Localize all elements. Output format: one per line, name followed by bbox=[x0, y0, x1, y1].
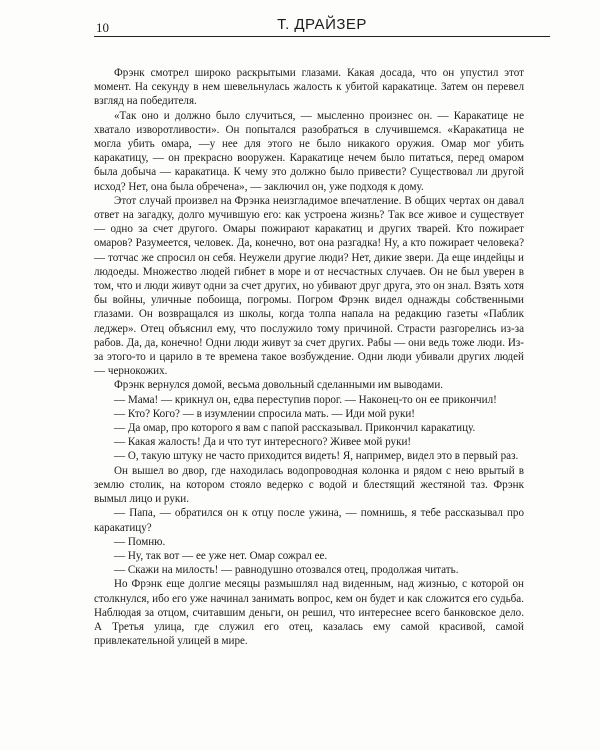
paragraph: Фрэнк вернулся домой, весьма довольный сделанными им выводами. bbox=[114, 379, 444, 392]
dialogue-line: — Папа, — обратился он к отцу после ужина, — помнишь, я тебе рассказывал про каракатицу? bbox=[94, 507, 524, 534]
page-header bbox=[94, 10, 550, 37]
paragraph: Он вышел во двор, где находилась водопроводная колонка и рядом с нею врытый в землю столик, на котором стояло ведерко с водой и блестящий жестяной таз. Фрэнк вымыл лицо и руки. bbox=[94, 464, 524, 506]
dialogue-line: — Кто? Кого? — в изумлении спросила мать. — Иди мой руки! bbox=[114, 407, 415, 420]
page-number: 10 bbox=[96, 20, 109, 35]
dialogue-line: — Ну, так вот — ее уже нет. Омар сожрал ее. bbox=[114, 549, 328, 562]
paragraph: Этот случай произвел на Фрэнка неизгладимое впечатление. В общих чертах он давал ответ на загадку, долго мучившую его: как устроена жизнь? Так все живое и существует — одно за счет другого. Омары пожирают каракатиц и других тварей. Кто пожирает омаров? Разумеется, человек. Да, конечно, вот она разгадка! Ну, а кто пожирает человека? — тотчас же спросил он себя. Неужели другие люди? Нет, дикие звери. Да еще индейцы и людоеды. Множество людей гибнет в море и от несчастных случаев. Он не был уверен в том, что и люди живут одни за счет других, но убивают друг друга, это он знал. Взять хотя бы войны, уличные побоища, погромы. Погром Фрэнк видел однажды собственными глазами. Он возвращался из школы, когда толпа напала на редакцию газеты «Паблик леджер». Отец объяснил ему, что послужило тому причиной. Страсти разгорелись из-за рабов. Да, да, конечно! Одни люди живут за счет других. Рабы — они ведь тоже люди. Из-за этого-то и царило в те времена такое возбуждение. Одни люди убивали других людей — чернокожих. bbox=[94, 194, 524, 378]
paragraph: «Так оно и должно было случиться, — мысленно произнес он. — Каракатице не хватало изворотливости». Он попытался разобраться в случившемся. «Каракатица не могла убить омара, —у нее для этого не было никакого оружия. Омар мог убить каракатицу, — он прекрасно вооружен. Каракатице нечем было питаться, перед омаром была добыча — каракатица. К чему это должно было привести? Существовал ли другой исход? Нет, она была обречена», — заключил он, уже подходя к дому. bbox=[94, 109, 524, 193]
dialogue-line: — Мама! — крикнул он, едва переступив порог. — Наконец-то он ее прикончил! bbox=[114, 393, 497, 406]
body-text bbox=[94, 66, 524, 648]
dialogue-line: — О, такую штуку не часто приходится видеть! Я, например, видел это в первый раз. bbox=[114, 450, 519, 463]
paragraph: Но Фрэнк еще долгие месяцы размышлял над виденным, над жизнью, с которой он столкнулся, ибо его уже начинал занимать вопрос, кем он будет и как сложится его судьба. Наблюдая за отцом, считавшим деньги, он решил, что интереснее всего банковское дело. А Третья улица, где служил его отец, казалась ему самой красивой, самой привлекательной улицей в мире. bbox=[94, 578, 524, 648]
paragraph: Фрэнк смотрел широко раскрытыми глазами. Какая досада, что он упустил этот момент. На секунду в нем шевельнулась жалость к убитой каракатице. Затем он перевел взгляд на победителя. bbox=[94, 67, 524, 108]
dialogue-line: — Какая жалость! Да и что тут интересного? Живее мой руки! bbox=[114, 436, 412, 449]
dialogue-line: — Скажи на милость! — равнодушно отозвался отец, продолжая читать. bbox=[114, 564, 459, 577]
dialogue-line: — Да омар, про которого я вам с папой рассказывал. Прикончил каракатицу. bbox=[114, 422, 476, 435]
running-head: Т. ДРАЙЗЕР bbox=[277, 16, 367, 33]
dialogue-line: — Помню. bbox=[114, 535, 166, 548]
